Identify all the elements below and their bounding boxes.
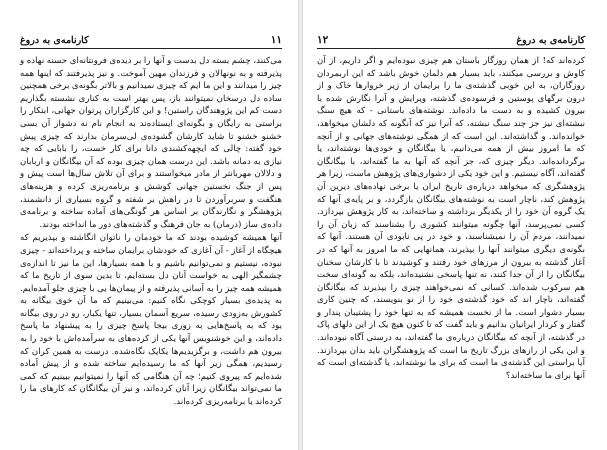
left-running-title: کارنامه‌ی به دروغ bbox=[20, 35, 89, 46]
left-page bbox=[0, 0, 296, 450]
right-page bbox=[303, 0, 607, 450]
right-page-header bbox=[317, 30, 585, 49]
left-page-body bbox=[20, 55, 282, 409]
right-page-body bbox=[317, 55, 585, 382]
left-paragraph-1: می‌کنند، چشم بسته دل بدست و آنها را بر دیده‌ی فرونتانه‌ای حسنه نهاده و پذیرفته و به نونهالان و فرزندان مهین آموخت. و نیز پذیرفتند که اینها همه چیز را میدانند و این ما ایم که چیزی نمیدانیم و بالاتر بگونه‌ی برخی همچنین ساده دل درسخان نمیتوانند باز، پس بهتر است به کناری نشسته بگذاریم دست کم این پژوهندگان راستین! و این کارگزاران پرتوان جهانی، ابتکار را براستی به رایگان و بگونه‌ای ایستاده‌ند به انجام نام نه دشوار آن بسی خشنو خشنو تا شاید کارشان گشوده‌ی لی‌سرمان بدارند که چیزی پیش خود گفته: چالی که ایچهه‌کشندی دانا برای کار خست، را بابایی که چه نیازی به دمانه باشد. این درست همان چیزی بوده که آن بیگانگان و اربابان و دلالان مهربانتر از مادر میخواستند و برای آن تلاش سال‌ها است پیش و پس از جنگ نخستین جهانی کوشش و برنامه‌ریزی کرده و هزینه‌های هنگفت و سربرآوردن تا در راهش بر شفته و گروه بسیاری از دانشمند، پژوهشگر و نگارندگان بر اساس هر گونگی‌های آماده ساخته و برنامه‌ی داده‌ی ساز (درمان) به جان فرهنگ و گذشته‌های دور ما انداخته بودند. bbox=[20, 56, 282, 230]
left-page-header bbox=[20, 30, 282, 49]
right-page-number: ۱۲ bbox=[317, 34, 329, 46]
left-paragraph-2: آنها همیشه کوشیده بودند که ما خودمان را ناتوان انگاشته و بپذیریم که هیچگاه از آغاز - آن آغازی که خودشان برایمان ساخته و پرداخته‌اند - چیزی نبوده، نیستیم و نمی‌توانیم باشیم و با همه بسیار‌ها، این ما نیز تا اندازه‌ی چشمگیر الهی به خواست آنان دل بسته‌ایم، تا بدین سوی از تاریخ ما که همیشه همه چیز را به آسانی پذیرفته و از پیمان‌ها یی با چیزی جلو آمده‌ایم. به پدیده‌ی بسیار کوچکی نگاه کنیم: می‌بینیم که ما آن خوی بیگانه به کشورش به‌زودی رسیده، سریع آسمان بسیار، تنها یکبار، رو در روی بیگانه بود که به پاسخ‌هایی به زوری بیجا پاسخ چیزی را به پیشنهاد ما پاسخ داده‌اند، و این خوشنویس آنها یکی از کرده‌های به سرآمده‌اش با خود را به بیرون هم داشت، و برگزیدیم‌ها یکایک نگاه‌شده. درست به همین کران که رسیدیم، همگی زیر آنها که ما رسیده‌ایم ساخته شده و از پیش آماده شده‌ایم که پیروی کنیم؛ چه آن هنگامی که آنها را نمیتوانیم ببینیم که کمی ما نمی‌تواند بیگانگان زیرا آنان کرده‌اند، و نیز آن بیگانگان که کارهای ما را کرده‌اند یا برنامه‌ریزی کرده‌اند. bbox=[20, 233, 282, 408]
left-page-number: ۱۱ bbox=[270, 34, 282, 46]
right-running-title: کارنامه‌ی به دروغ bbox=[516, 35, 585, 46]
right-paragraph-1: کرده‌اند که! از همان روزگار باستان هم چیزی نبوده‌ایم و اگر داریم، از آن کاوش و بررسی میکنند، باید بسیار هم دلمان خوش باشد که این اربمردان روزگاران، به این خوبی گذشته‌ی ما را برایمان از زیر خروارها خاک و از درون برگهای پوستین و فرسوده‌ی گذشته، ویرایش و آنرا نگارش شده با بیرون کشیده و به دست ما داده‌اند. نوشته‌های باستانی - که هیچ سنگ نبشته‌ای نیز جز چند سنگ نبشته، که آنرا نیز که آنگونه که دلشان میخواهد، خوانده‌اند. و گذاشته‌اند. این است که از همگی نوشته‌های جهانی و از آنچه که ما امروز بیش از همه می‌دانیم، یا بیگانگان و خودی‌ها نوشته‌اند، یا برگردانده‌اند. دیگر چیزی که، جز آنچه که آنها به ما گفته‌اند، با بیگانگان گفته‌اند، آگاه نیستیم. و این خود یکی از دشواری‌های پژوهش ماست، زیرا هر پژوهشگری که میخواهد درباره‌ی تاریخ ایران یا برخی نهاده‌های دیرین آن پژوهش کند، ناچار است به نوشته‌های بیگانگان بازگردد، و بر پایه‌ی آنها که یک گروه آن خود را از یکدیگر برداشته و ساخته‌اند، به کار پژوهش بپردازد. کسی نمی‌پرسد، آنها چگونه میتوانند کشوری را بشناسند که زبان آن را نمیدانند، مردم آن را نمیشناسند، و خود در پی نابودی آن هستند. آنها که بگونه‌ی دیگری میتوانند آنها را بپذیرند، همانهایی که ما امروز به آنها که در آغاز گذشته به بیرون از مرزهای خود رفتند و کوشیدند تا با کارشان سخنان بیگانگان را از آن جدا کنند، نه تنها پاسخی نشنیده‌اند، بلکه به گونه‌ای سخت هم سرکوب شده‌اند. کسانی که نمی‌خواهند چیزی را بپذیرند که بیگانگان گفته‌اند، ناچار اند که خود گذشته‌ی خود را از نو بنویسند، که چنین کاری بسیار دشوار است. ما از نخست همیشه که به تنها خود را پشتیبان پندار و گفتار و کردار ایرانیان بدانیم و باید گفت که تا کنون هیچ یک از این دلهای پاک در گذشته، از آنچه که بیگانگان درباره‌ی ما گفته‌اند، به درستی آگاه نبوده‌اند. و این یکی از رازهای بزرگ تاریخ ما است که پژوهشگران باید بدان بپردازند. آیا براستی این گذشته‌ی ما است که برای ما نوشته‌اند، یا گذشته‌ای است که آنها برای ما ساخته‌اند؟ bbox=[317, 56, 585, 381]
